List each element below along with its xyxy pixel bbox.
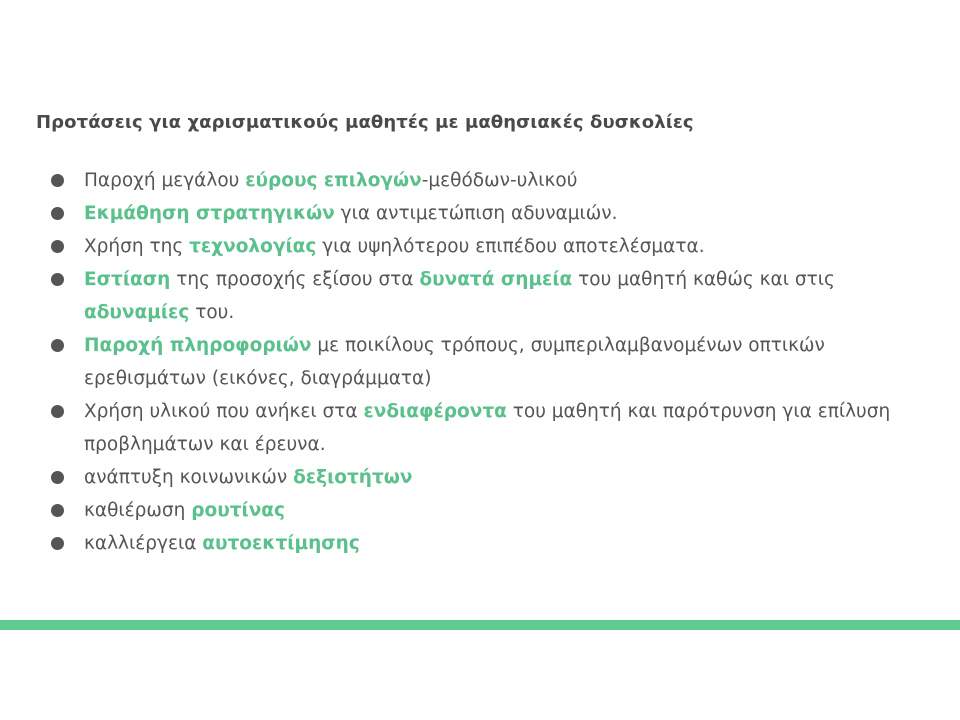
highlighted-text: εύρους επιλογών <box>245 170 422 191</box>
highlighted-text: ενδιαφέροντα <box>363 401 507 422</box>
bullet-text: καλλιέργεια <box>84 533 203 554</box>
bullet-list <box>50 164 930 560</box>
bullet-item <box>50 197 930 230</box>
bullet-item <box>50 263 930 329</box>
highlighted-text: δεξιοτήτων <box>293 467 413 488</box>
bullet-item <box>50 395 930 461</box>
bullet-dot-icon <box>51 537 64 550</box>
bullet-item <box>50 164 930 197</box>
bullet-item <box>50 494 930 527</box>
bullet-text: -μεθόδων-υλικού <box>421 170 578 191</box>
highlighted-text: τεχνολογίας <box>189 236 317 257</box>
bullet-dot-icon <box>51 240 64 253</box>
bullet-text: για υψηλότερου επιπέδου αποτελέσματα. <box>316 236 705 257</box>
footer-accent-bar <box>0 620 960 630</box>
bullet-text: της προσοχής εξίσου στα <box>170 269 420 290</box>
bullet-text: Χρήση υλικού που ανήκει στα <box>84 401 364 422</box>
bullet-text: για αντιμετώπιση αδυναμιών. <box>334 203 618 224</box>
bullet-text: του μαθητή και παρότρυνση για επίλυση προβλημάτων και έρευνα. <box>84 401 891 455</box>
bullet-dot-icon <box>51 273 64 286</box>
bullet-item <box>50 527 930 560</box>
bullet-item <box>50 329 930 395</box>
bullet-text: ανάπτυξη κοινωνικών <box>84 467 294 488</box>
highlighted-text: Εκμάθηση στρατηγικών <box>84 203 335 224</box>
bullet-text: καθιέρωση <box>84 500 192 521</box>
bullet-dot-icon <box>51 504 64 517</box>
bullet-text: του μαθητή καθώς και στις <box>572 269 835 290</box>
bullet-dot-icon <box>51 174 64 187</box>
bullet-dot-icon <box>51 405 64 418</box>
bullet-item <box>50 230 930 263</box>
highlighted-text: Παροχή πληροφοριών <box>84 335 312 356</box>
bullet-dot-icon <box>51 207 64 220</box>
bullet-text: Παροχή μεγάλου <box>84 170 246 191</box>
bullet-item <box>50 461 930 494</box>
bullet-dot-icon <box>51 471 64 484</box>
slide-title: Προτάσεις για χαρισματικούς μαθητές με μαθησιακές δυσκολίες <box>36 112 694 133</box>
highlighted-text: αδυναμίες <box>84 302 190 323</box>
highlighted-text: δυνατά σημεία <box>419 269 573 290</box>
bullet-text: με ποικίλους τρόπους, συμπεριλαμβανομένων οπτικών ερεθισμάτων (εικόνες, διαγράμματα) <box>84 335 825 389</box>
highlighted-text: Εστίαση <box>84 269 171 290</box>
bullet-dot-icon <box>51 339 64 352</box>
highlighted-text: αυτοεκτίμησης <box>202 533 360 554</box>
bullet-text: του. <box>189 302 235 323</box>
bullet-text: Χρήση της <box>84 236 190 257</box>
highlighted-text: ρουτίνας <box>191 500 285 521</box>
